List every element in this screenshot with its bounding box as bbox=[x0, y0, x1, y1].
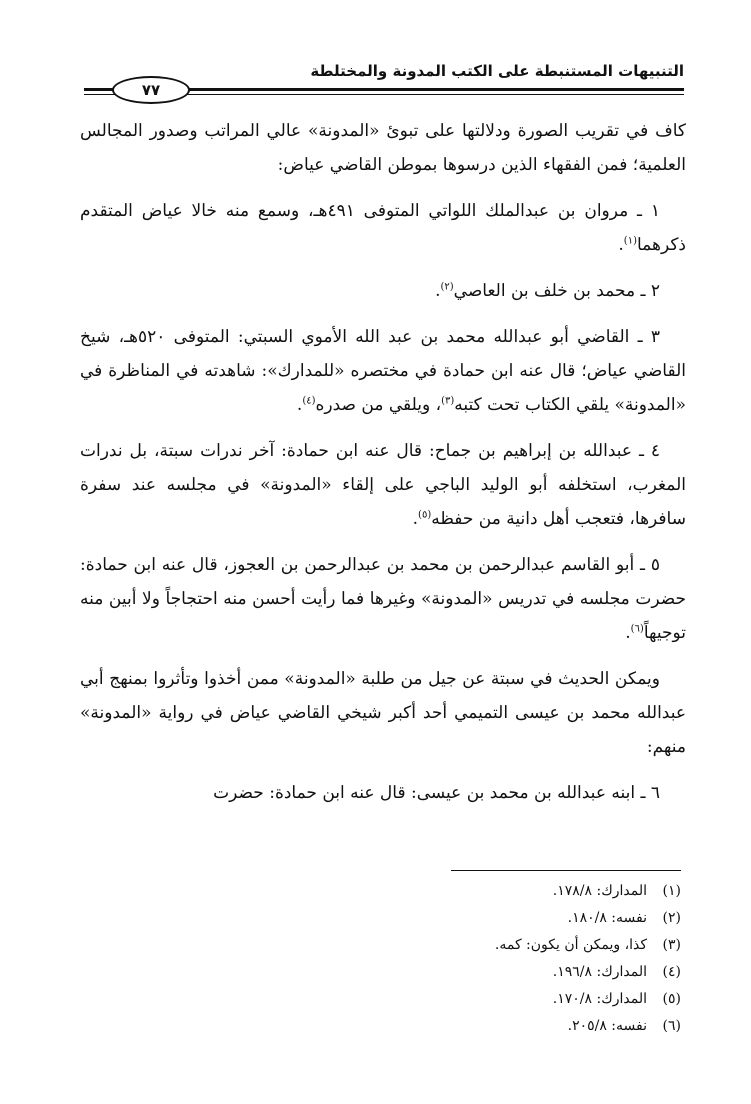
footnote-item: (٣) كذا، ويمكن أن يكون: كمه. bbox=[494, 937, 681, 953]
footnote-item: (٥) المدارك: ١٧٠/٨. bbox=[552, 991, 681, 1007]
page-header bbox=[84, 58, 684, 102]
footnote-ref: (١) bbox=[623, 235, 637, 247]
page-number: ٧٧ bbox=[112, 76, 190, 104]
footnote-item: (١) المدارك: ١٧٨/٨. bbox=[552, 883, 681, 899]
paragraph-item-5: ٥ ـ أبو القاسم عبدالرحمن بن محمد بن عبدالرحمن بن العجوز، قال عنه ابن حمادة: حضرت مجلسه في تدريس «المدونة» وغيرها فما رأيت أحسن منه احتجاجاً ولا أبين منه توجيهاً$^{(٦)}$. bbox=[80, 555, 686, 643]
running-title: التنبيهات المستنبطة على الكتب المدونة والمختلطة bbox=[310, 62, 684, 80]
paragraph-students: ويمكن الحديث في سبتة عن جيل من طلبة «المدونة» ممن أخذوا وتأثروا بمنهج أبي عبدالله محمد بن عيسى التميمي أحد أكبر شيخي القاضي عياض في رواية «المدونة» منهم: bbox=[80, 669, 686, 757]
footnote-item: (٢) نفسه: ١٨٠/٨. bbox=[567, 910, 681, 926]
footnote-item: (٤) المدارك: ١٩٦/٨. bbox=[552, 964, 681, 980]
paragraph-item-3: ٣ ـ القاضي أبو عبدالله محمد بن عبد الله الأموي السبتي: المتوفى ٥٢٠هـ، شيخ القاضي عياض؛ قال عنه ابن حمادة في مختصره «للمدارك»: شاهدته في المناظرة في «المدونة» يلقي الكتاب تحت كتبه$^{(٣)}$، ويلقي من صدره$^{(٤)}$. bbox=[80, 327, 686, 415]
paragraph-intro: كاف في تقريب الصورة ودلالتها على تبوئ «المدونة» عالي المراتب وصدور المجالس العلمية؛ فمن الفقهاء الذين درسوها بموطن القاضي عياض: bbox=[80, 121, 686, 175]
footnotes-list bbox=[261, 878, 681, 1040]
footnote-ref: (٤) bbox=[302, 395, 316, 407]
paragraph-item-1: ١ ـ مروان بن عبدالملك اللواتي المتوفى ٤٩١هـ، وسمع منه خالا عياض المتقدم ذكرهما$^{(١)}$. bbox=[80, 201, 686, 255]
footnote-ref: (٢) bbox=[440, 281, 454, 293]
footnote-ref: (٥) bbox=[418, 509, 432, 521]
paragraph-item-4: ٤ ـ عبدالله بن إبراهيم بن جماح: قال عنه ابن حمادة: آخر ندرات سبتة، بل ندرات المغرب، استخلفه أبو الوليد الباجي على إلقاء «المدونة» في مجلسه عند سفرة سافرها، فتعجب أهل دانية من حفظه$^{(٥)}$. bbox=[80, 441, 686, 529]
paragraph-item-6: ٦ ـ ابنه عبدالله بن محمد بن عيسى: قال عنه ابن حمادة: حضرت bbox=[213, 783, 660, 803]
footnote-item: (٦) نفسه: ٢٠٥/٨. bbox=[567, 1018, 681, 1034]
footnote-ref: (٣) bbox=[441, 395, 455, 407]
footnote-ref: (٦) bbox=[630, 623, 644, 635]
paragraph-item-2: ٢ ـ محمد بن خلف بن العاصي$^{(٢)}$. bbox=[435, 281, 660, 301]
body-text bbox=[80, 114, 686, 822]
footnote-separator bbox=[451, 870, 681, 871]
